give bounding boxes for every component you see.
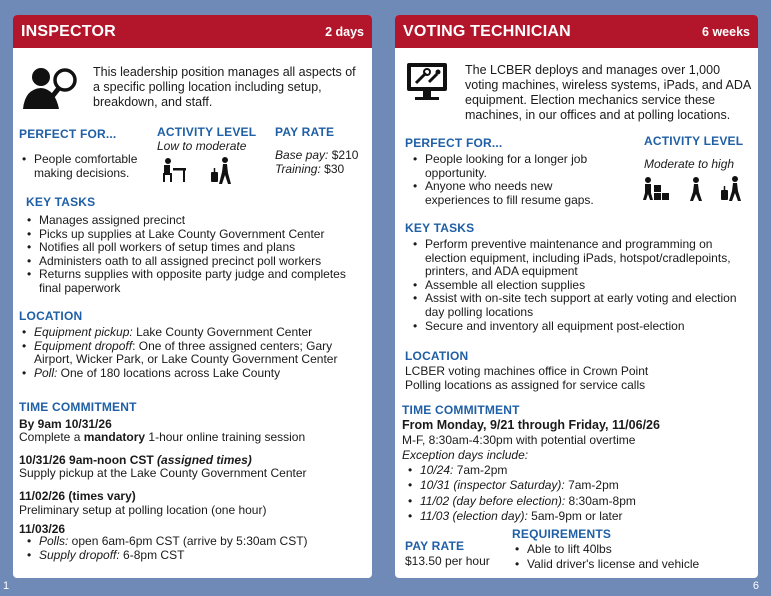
list-item: • Notifies all poll workers of setup times and plans	[26, 241, 366, 255]
walking-luggage-icon	[720, 176, 742, 202]
pay-training-value: $30	[324, 162, 345, 176]
technician-duration: 6 weeks	[702, 24, 750, 39]
technician-activity-value: Moderate to high	[644, 157, 735, 171]
inspector-intro: This leadership position manages all aspects of a specific polling location including setup, breakdown, and staff.	[93, 65, 356, 109]
time-block-head: 10/31/26 9am-noon CST (assigned times)	[19, 453, 252, 467]
technician-key-tasks-heading: KEY TASKS	[405, 221, 475, 235]
technician-intro: The LCBER deploys and manages over 1,000 voting machines, wireless systems, iPads, and ADA equipment. Election mechanics service these machines, in our offices and at polling locations.	[465, 63, 751, 122]
technician-title: VOTING TECHNICIAN	[403, 22, 571, 40]
technician-banner	[395, 15, 758, 48]
list-item: • Administers oath to all assigned precinct poll workers	[26, 255, 366, 269]
list-item: • Returns supplies with opposite party judge and completes final paperwork	[26, 268, 366, 295]
technician-pay-value: $13.50 per hour	[405, 554, 490, 568]
technician-exceptions-list	[407, 463, 747, 525]
inspector-perfect-for-heading: PERFECT FOR...	[19, 127, 117, 141]
technician-pay-heading: PAY RATE	[405, 539, 465, 553]
list-item: • Able to lift 40lbs	[514, 542, 754, 557]
list-item: • Polls: open 6am-6pm CST (arrive by 5:30am CST)	[26, 535, 366, 549]
list-item: • 11/03 (election day): 5am-9pm or later	[407, 509, 747, 524]
list-item: • Valid driver's license and vehicle	[514, 557, 754, 572]
list-item: • People looking for a longer job opportunity.	[412, 153, 612, 180]
time-block-text: Preliminary setup at polling location (one hour)	[19, 503, 267, 517]
pay-base-label: Base pay:	[275, 148, 329, 162]
technician-exceptions-label: Exception days include:	[402, 448, 529, 462]
list-item: • Anyone who needs new experiences to fill resume gaps.	[412, 180, 612, 207]
technician-key-tasks-list	[412, 238, 752, 333]
technician-time-heading: TIME COMMITMENT	[402, 403, 520, 417]
list-item: • Assist with on-site tech support at early voting and election day polling locations	[412, 292, 752, 319]
technician-perfect-for-list	[412, 153, 612, 207]
technician-time-range: From Monday, 9/21 through Friday, 11/06/26	[402, 418, 660, 432]
magnifier-person-icon	[21, 65, 79, 111]
inspector-pay-training	[275, 162, 344, 176]
page-number-right: 6	[752, 580, 759, 592]
inspector-activity-value: Low to moderate	[157, 139, 247, 153]
inspector-pay-heading: PAY RATE	[275, 125, 335, 139]
technician-location-line: LCBER voting machines office in Crown Point	[405, 364, 649, 378]
list-item: • Perform preventive maintenance and programming on election equipment, including iPads, hotspot/cradlepoints, printers, and ADA equipment	[412, 238, 752, 279]
technician-location-heading: LOCATION	[405, 349, 469, 363]
technician-location-line: Polling locations as assigned for service calls	[405, 378, 646, 392]
time-block-head: 11/03/26	[19, 522, 66, 536]
list-item: • 11/02 (day before election): 8:30am-8pm	[407, 494, 747, 509]
inspector-duration: 2 days	[325, 24, 364, 39]
inspector-time-heading: TIME COMMITMENT	[19, 400, 137, 414]
inspector-location-list	[21, 326, 366, 380]
inspector-activity-heading: ACTIVITY LEVEL	[157, 125, 257, 139]
technician-activity-heading: ACTIVITY LEVEL	[644, 134, 744, 148]
pay-base-value: $210	[331, 148, 359, 162]
time-block-head: 11/02/26 (times vary)	[19, 489, 136, 503]
inspector-election-day-list	[26, 535, 366, 562]
list-item: • Equipment dropoff: One of three assigned centers; Gary Airport, Wicker Park, or Lake County Government Center	[21, 340, 366, 367]
technician-requirements-heading: REQUIREMENTS	[512, 527, 612, 541]
technician-perfect-for-heading: PERFECT FOR...	[405, 136, 503, 150]
list-item: • People comfortable making decisions.	[21, 152, 161, 180]
technician-time-hours: M-F, 8:30am-4:30pm with potential overtime	[402, 433, 636, 447]
list-item: • 10/24: 7am-2pm	[407, 463, 747, 478]
desk-worker-icon	[161, 157, 187, 183]
list-item: • Poll: One of 180 locations across Lake County	[21, 367, 366, 381]
inspector-title: INSPECTOR	[21, 22, 116, 40]
inspector-pay-base	[275, 148, 358, 162]
list-item: • Picks up supplies at Lake County Government Center	[26, 228, 366, 242]
inspector-card	[13, 15, 372, 578]
list-item: • Supply dropoff: 6-8pm CST	[26, 549, 366, 563]
list-item: • Assemble all election supplies	[412, 279, 752, 293]
time-block-text: Complete a mandatory 1-hour online training session	[19, 430, 306, 444]
list-item: • Manages assigned precinct	[26, 214, 366, 228]
walking-person-icon	[689, 177, 703, 201]
page-number-left: 1	[3, 580, 10, 592]
time-block-text: Supply pickup at the Lake County Government Center	[19, 466, 307, 480]
inspector-perfect-for-list	[21, 152, 161, 180]
voting-technician-card	[395, 15, 758, 578]
pay-training-label: Training:	[275, 162, 321, 176]
boxes-worker-icon	[643, 177, 669, 201]
list-item: • Equipment pickup: Lake County Government Center	[21, 326, 366, 340]
list-item: • Secure and inventory all equipment post-election	[412, 320, 752, 334]
time-block-head: By 9am 10/31/26	[19, 417, 112, 431]
technician-requirements-list	[514, 542, 754, 572]
walking-luggage-icon	[208, 157, 234, 185]
list-item: • 10/31 (inspector Saturday): 7am-2pm	[407, 478, 747, 493]
inspector-location-heading: LOCATION	[19, 309, 83, 323]
inspector-key-tasks-heading: KEY TASKS	[26, 195, 96, 209]
inspector-key-tasks-list	[26, 214, 366, 296]
inspector-banner	[13, 15, 372, 48]
computer-tools-icon	[405, 60, 449, 104]
